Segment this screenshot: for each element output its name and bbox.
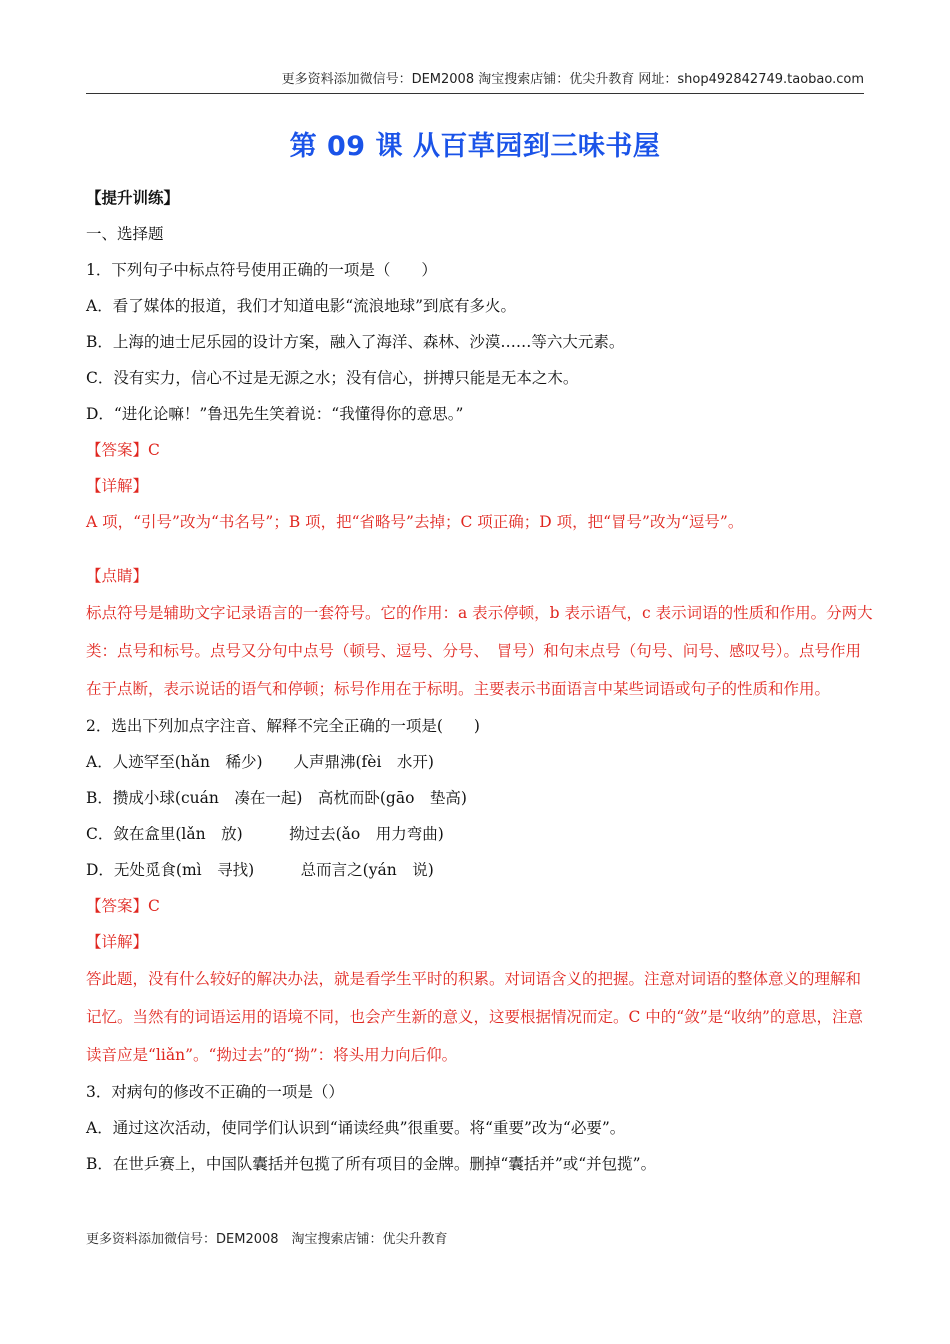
page-title: 第 09 课 从百草园到三味书屋 (289, 131, 661, 162)
question-3-stem: 3．对病句的修改不正确的一项是（） (86, 1083, 344, 1101)
question-2-option-c: C．敛在盒里(lǎn 放) 拗过去(ǎo 用力弯曲) (86, 825, 444, 843)
section-label: 【提升训练】 (86, 188, 180, 207)
question-1-point-label: 【点睛】 (86, 567, 149, 585)
question-2-detail: 答此题，没有什么较好的解决办法，就是看学生平时的积累。对词语含义的把握。注意对词语的整体意义的理解和记忆。当然有的词语运用的语境不同，也会产生新的意义，这要根据情况而定。C 中的“敛”是“收纳”的意思，注意读音应是“liǎn”。“拗过去”的“拗”：将头用力向后仰。 (86, 970, 863, 1064)
page-header: 更多资料添加微信号：DEM2008 淘宝搜索店铺：优尖升教育 网址：shop492842749.taobao.com (86, 68, 864, 94)
question-1-answer: 【答案】C (86, 441, 160, 459)
page-footer: 更多资料添加微信号：DEM2008 淘宝搜索店铺：优尖升教育 (86, 1232, 448, 1247)
question-3-option-a: A．通过这次活动，使同学们认识到“诵读经典”很重要。将“重要”改为“必要”。 (86, 1119, 626, 1137)
question-3-option-b: B．在世乒赛上，中国队囊括并包揽了所有项目的金牌。删掉“囊括并”或“并包揽”。 (86, 1155, 657, 1173)
question-1-option-c: C．没有实力，信心不过是无源之水；没有信心，拼搏只能是无本之木。 (86, 369, 579, 387)
question-2-option-a: A．人迹罕至(hǎn 稀少) 人声鼎沸(fèi 水开) (86, 753, 434, 771)
question-1-option-d: D．“进化论嘛！”鲁迅先生笑着说：“我懂得你的意思。” (86, 405, 464, 423)
question-2-option-d: D．无处觅食(mì 寻找) 总而言之(yán 说) (86, 861, 434, 879)
question-1-option-a: A．看了媒体的报道，我们才知道电影“流浪地球”到底有多火。 (86, 297, 517, 315)
question-1-detail-label: 【详解】 (86, 477, 149, 495)
question-2-stem: 2．选出下列加点字注音、解释不完全正确的一项是( ) (86, 717, 480, 735)
spacer (86, 540, 876, 558)
question-1-option-b: B．上海的迪士尼乐园的设计方案，融入了海洋、森林、沙漠……等六大元素。 (86, 333, 625, 351)
part-label: 一、选择题 (86, 225, 164, 243)
question-1-point: 标点符号是辅助文字记录语言的一套符号。它的作用：a 表示停顿，b 表示语气，c 表示词语的性质和作用。分两大类：点号和标号。点号又分句中点号（顿号、逗号、分号、 冒号）和句末点号（句号、问号、感叹号）。点号作用在于点断，表示说话的语气和停顿；标号作用在于标明。主要表示书面语言中某些词语或句子的性质和作用。 (86, 604, 873, 698)
question-2-detail-label: 【详解】 (86, 933, 149, 951)
question-2-option-b: B．攒成小球(cuán 凑在一起) 高枕而卧(gāo 垫高) (86, 789, 467, 807)
question-2-answer: 【答案】C (86, 897, 160, 915)
question-1-stem: 1．下列句子中标点符号使用正确的一项是（ ） (86, 261, 437, 279)
question-1-detail: A 项，“引号”改为“书名号”；B 项，把“省略号”去掉；C 项正确；D 项，把“冒号”改为“逗号”。 (86, 513, 744, 531)
document-body (86, 180, 876, 1182)
